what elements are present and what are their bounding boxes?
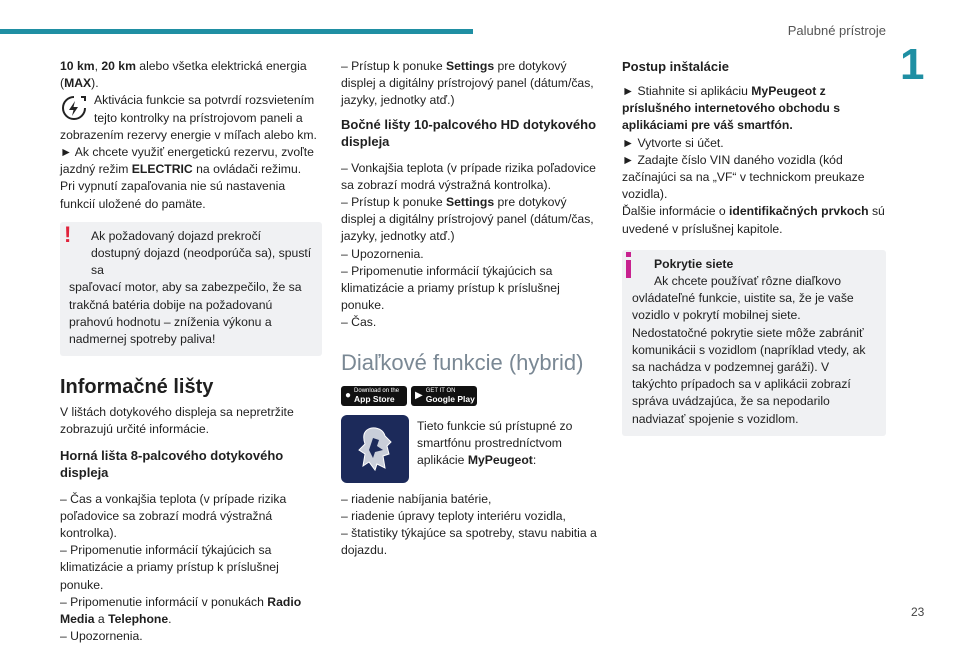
- section-title: Informačné lišty: [60, 376, 214, 399]
- play-triangle-icon: ▶: [415, 390, 423, 402]
- list-item: – Čas.: [341, 315, 377, 330]
- list-item: – Pripomenutie informácií týkajúcich sa klimatizácie a priamy prístup k príslušnej ponuke.: [60, 543, 279, 592]
- list-item: – Vonkajšia teplota (v prípade rizika poľadovice sa zobrazí modrá výstražná kontrolka).: [341, 160, 596, 192]
- warning-box: ! Ak požadovaný dojazd prekročí dostupný dojazd (neodporúča sa), spustí sa spaľovací motor, aby sa zabezpečilo, že sa trakčná batéria dobije na požadovanú prahovú hodnotu – zníženia výkonu a nadmernej spotreby paliva!: [60, 222, 322, 356]
- column-left: [60, 58, 322, 645]
- list-item: – riadenie úpravy teploty interiéru vozidla,: [341, 508, 566, 523]
- store-badges: [341, 386, 599, 406]
- list-item: – Upozornenia.: [341, 246, 424, 261]
- list-item: – štatistiky týkajúce sa spotreby, stavu nabitia a dojazdu.: [341, 526, 597, 558]
- column-right: [622, 58, 886, 436]
- info-box-title: Pokrytie siete: [654, 256, 734, 271]
- column-middle: [341, 58, 599, 559]
- range-options-text: 10 km, 20 km alebo všetka elektrická energia (MAX).: [60, 59, 307, 91]
- list-item: – Pripomenutie informácií v ponukách Radio Media a Telephone.: [60, 594, 302, 627]
- header-accent-bar: [0, 29, 473, 34]
- section-intro: V lištách dotykového displeja sa nepretržite zobrazujú určité informácie.: [60, 405, 294, 437]
- list-item: – Čas a vonkajšia teplota (v prípade rizika poľadovice sa zobrazí modrá výstražná kontrolka).: [60, 491, 287, 541]
- list-item: – Upozornenia.: [60, 629, 143, 644]
- chapter-number: 1: [900, 40, 925, 89]
- mypeugeot-app-row: [341, 415, 599, 485]
- app-store-badge[interactable]: ● Download on the App Store: [341, 386, 407, 406]
- list-item: – Pripomenutie informácií týkajúcich sa klimatizácie a priamy prístup k príslušnej ponuke.: [341, 263, 560, 313]
- electric-mode-step: ► Ak chcete využiť energetickú rezervu, zvoľte jazdný režim ELECTRIC na ovládači režimu.: [60, 145, 314, 177]
- page-header-title: Palubné prístroje: [787, 23, 886, 38]
- app-availability-text: Tieto funkcie sú prístupné zo smartfónu prostredníctvom aplikácie MyPeugeot:: [417, 418, 573, 468]
- remote-functions-title: Diaľkové funkcie (hybrid): [341, 349, 584, 375]
- page-number: 23: [911, 605, 925, 619]
- eco-lightning-icon: [60, 94, 88, 122]
- subsection-title: Postup inštalácie: [622, 59, 729, 74]
- subsection-title: Horná lišta 8-palcového dotykového displeja: [60, 447, 284, 480]
- google-play-badge[interactable]: ▶ GET IT ON Google Play: [411, 386, 477, 406]
- install-step: ► Vytvorte si účet.: [622, 135, 724, 150]
- mypeugeot-lion-icon: [341, 415, 409, 483]
- install-step: ► Zadajte číslo VIN daného vozidla (kód začínajúci sa na „VF“ v technickom preukaze vozidla).: [622, 152, 865, 202]
- list-item: – Prístup k ponuke Settings pre dotykový displej a digitálny prístrojový panel (dátum/čas, jazyky, jednotky atď.): [341, 195, 594, 244]
- more-info-text: Ďalšie informácie o identifikačných prvkoch sú uvedené v príslušnej kapitole.: [622, 204, 885, 236]
- list-item: – Prístup k ponuke Settings pre dotykový displej a digitálny prístrojový panel (dátum/čas, jazyky, jednotky atď.): [341, 59, 594, 108]
- info-box: Pokrytie siete Ak chcete používať rôzne diaľkovo ovládateľné funkcie, uistite sa, že je vaše vozidlo v pokrytí mobilnej siete. Nedostatočné pokrytie siete môže zabrániť komunikácii s vozidlom (napríklad vtedy, ak sa nachádza v podzemnej garáži). V takýchto prípadoch sa v aplikácii zobrazí správa uvádzajúca, že sa nepodarilo nadviazať spojenie s vozidlom.: [622, 250, 886, 436]
- ignition-off-note: Pri vypnutí zapaľovania nie sú nastavenia funkcií uložené do pamäte.: [60, 179, 286, 211]
- warning-exclamation-icon: !: [64, 221, 72, 247]
- eco-indicator-paragraph: Aktivácia funkcie sa potvrdí rozsvietením tejto kontrolky na prístrojovom paneli a zobrazením rezervy energie v míľach alebo km.: [60, 93, 317, 142]
- subsection-title: Bočné lišty 10-palcového HD dotykového displeja: [341, 116, 597, 149]
- list-item: – riadenie nabíjania batérie,: [341, 491, 492, 506]
- apple-icon: ●: [345, 390, 352, 402]
- install-step: ► Stiahnite si aplikáciu MyPeugeot z príslušného internetového obchodu s aplikáciami pre váš smartfón.: [622, 84, 841, 133]
